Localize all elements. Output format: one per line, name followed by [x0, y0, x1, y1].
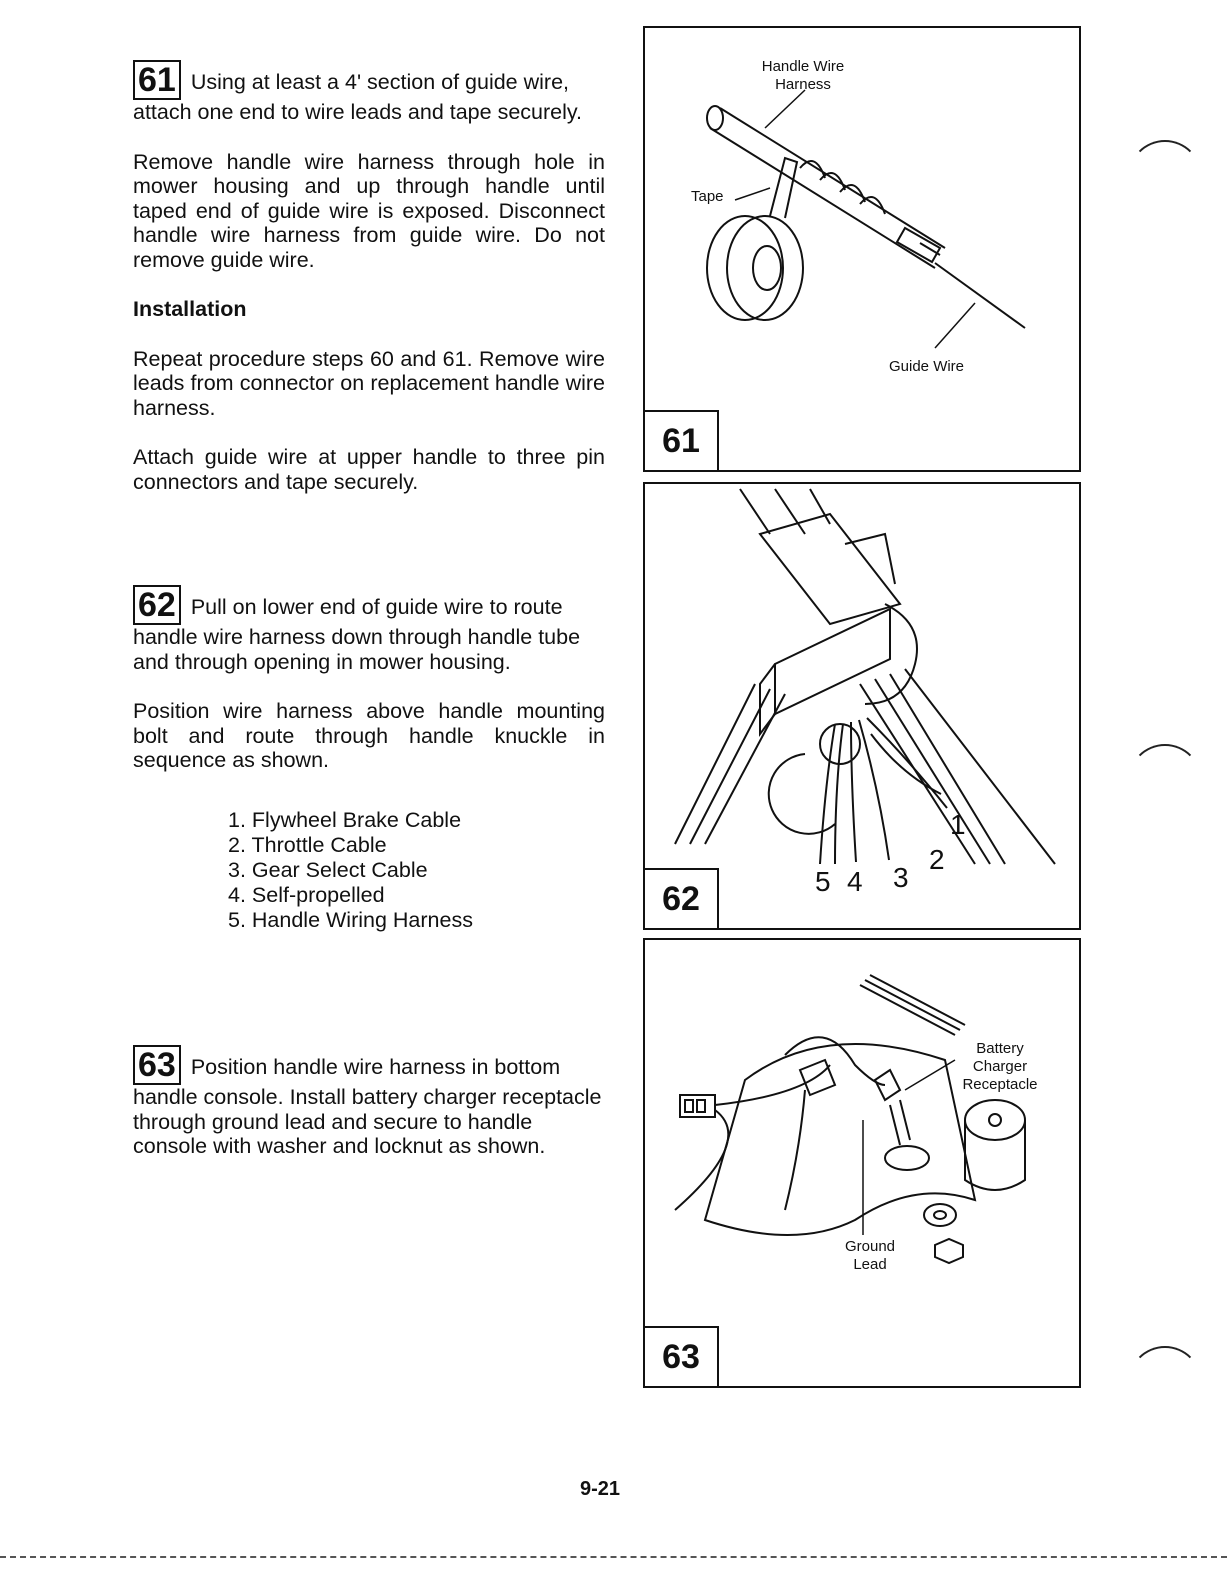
step-62-block [133, 585, 605, 773]
step-62-intro: 62 Pull on lower end of guide wire to route handle wire harness down through handle tube and through opening in mower housing. [133, 586, 581, 674]
figure-62-illustration [645, 484, 1079, 928]
cable-number-5: 5 [815, 866, 831, 897]
figure-61-panel [643, 26, 1081, 472]
figure-61-label: 61 [643, 410, 719, 472]
step-61-intro: 61 Using at least a 4' section of guide wire, attach one end to wire leads and tape securely. [133, 61, 583, 124]
cable-number-2: 2 [929, 844, 945, 875]
cable-number-4: 4 [847, 866, 863, 897]
list-item: 4. Self-propelled [228, 883, 385, 907]
step-62-number: 62 [133, 585, 181, 625]
step-61-block [133, 60, 605, 494]
binder-hole-mark [1128, 140, 1202, 214]
figure-62-panel [643, 482, 1081, 930]
step-63-block [133, 1045, 605, 1159]
binder-hole-mark [1128, 744, 1202, 818]
installation-heading: Installation [133, 297, 247, 321]
callout-tape: Tape [691, 188, 724, 205]
callout-handle-wire-harness: Handle Wire Harness [761, 58, 845, 93]
list-item: 5. Handle Wiring Harness [228, 908, 473, 932]
figure-63-panel [643, 938, 1081, 1388]
figure-63-illustration [645, 940, 1079, 1386]
list-item: 3. Gear Select Cable [228, 858, 428, 882]
installation-paragraph-1: Repeat procedure steps 60 and 61. Remove wire leads from connector on replacement handle wire harness. [133, 346, 605, 420]
binder-hole-mark [1128, 1346, 1202, 1420]
step-62-paragraph: Position wire harness above handle mounting bolt and route through handle knuckle in sequence as shown. [133, 699, 605, 772]
callout-ground-lead: Ground Lead [844, 1238, 896, 1273]
step-63-number: 63 [133, 1045, 181, 1085]
list-item: 2. Throttle Cable [228, 833, 387, 857]
figure-61-illustration [645, 28, 1079, 470]
step-63-intro: 63 Position handle wire harness in bottom handle console. Install battery charger receptacle through ground lead and secure to handle console with washer and locknut as shown. [133, 1046, 602, 1158]
callout-battery-charger-receptacle: Battery Charger Receptacle [962, 1040, 1038, 1093]
installation-paragraph-2: Attach guide wire at upper handle to three pin connectors and tape securely. [133, 445, 605, 494]
figure-63-label: 63 [643, 1326, 719, 1388]
figure-62-label: 62 [643, 868, 719, 930]
scan-edge-line [0, 1556, 1227, 1558]
callout-guide-wire: Guide Wire [889, 358, 965, 375]
cable-number-1: 1 [950, 809, 966, 840]
page-number: 9-21 [580, 1478, 621, 1500]
list-item: 1. Flywheel Brake Cable [228, 808, 462, 832]
step-61-paragraph: Remove handle wire harness through hole in mower housing and up through handle until taped end of guide wire is exposed. Disconnect handle wire harness from guide wire. Do not remove guide wire. [133, 149, 605, 272]
step-61-number: 61 [133, 60, 181, 100]
cable-sequence-list [228, 808, 473, 933]
cable-number-3: 3 [893, 862, 909, 893]
